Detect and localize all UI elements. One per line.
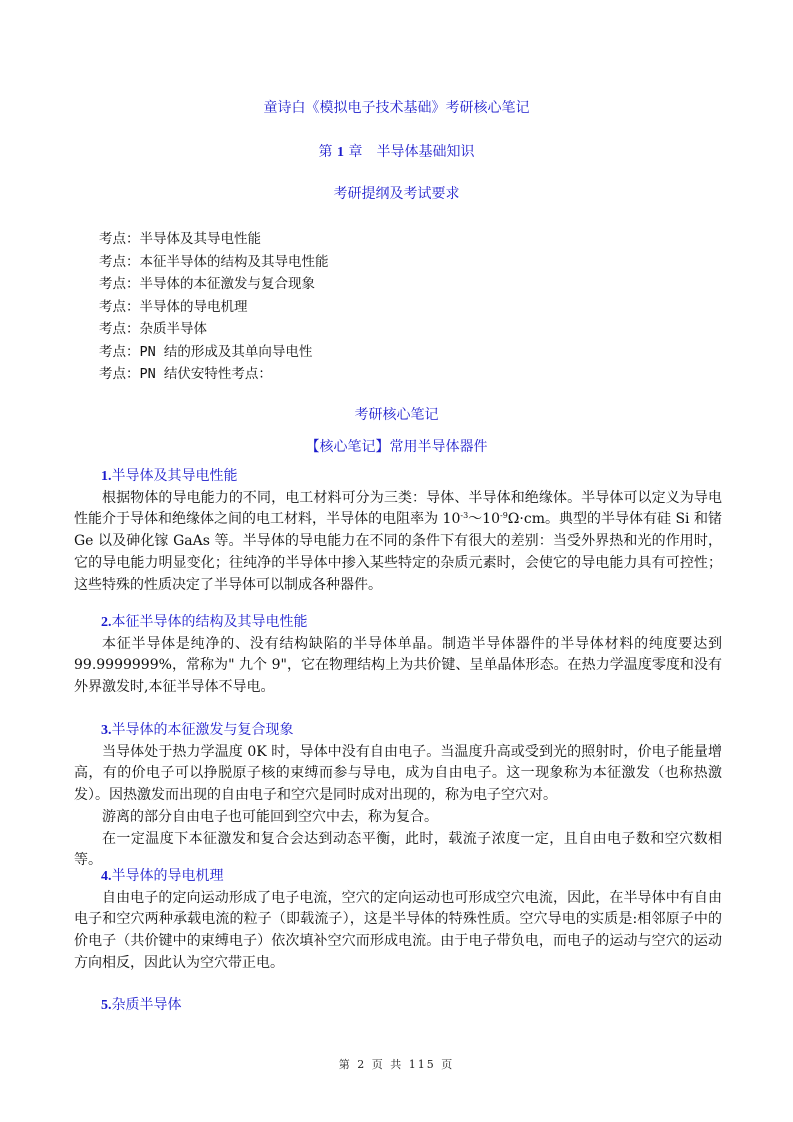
exam-point: 考点：半导体的本征激发与复合现象 (99, 276, 315, 292)
section-4 (74, 866, 722, 975)
section-number: 4. (101, 869, 112, 884)
section-paragraph: 本征半导体是纯净的、没有结构缺陷的半导体单晶。制造半导体器件的半导体材料的纯度要达到 99.9999999%，常称为" 九个 9"，它在物理结构上为共价键、呈单晶体形态。在热力学温度零度和没有外界激发时,本征半导体不导电。 (74, 635, 722, 696)
section-paragraph: 在一定温度下本征激发和复合会达到动态平衡，此时，载流子浓度一定，且自由电子数和空穴数相等。 (74, 830, 722, 869)
section-title: 杂质半导体 (111, 997, 182, 1013)
chapter-title: 章 半导体基础知识 (348, 144, 475, 160)
page-footer: 第 2 页 共 115 页 (338, 1058, 455, 1071)
paragraph-text: 根据物体的导电能力的不同，电工材料可分为三类：导体、半导体和绝缘体。半导体可以定义为导电性能介于导体和绝缘体之间的电工材料，半导体的电阻率为 10 (74, 489, 722, 528)
section-number: 2. (101, 615, 112, 630)
syllabus-heading: 考研提纲及考试要求 (333, 186, 460, 202)
exam-point: 考点：半导体及其导电性能 (99, 231, 261, 247)
section-heading (74, 612, 722, 634)
section-1 (74, 466, 722, 596)
section-heading (74, 995, 722, 1017)
section-number: 5. (101, 998, 112, 1013)
exponent: -9 (500, 511, 508, 521)
paragraph-text: Ω·cm。典型的半导体有硅 Si 和锗 Ge 以及砷化镓 GaAs 等。半导体的导电能力在不同的条件下有很大的差别：当受外界热和光的作用时，它的导电能力明显变化；往纯净的半导体中掺入某些特定的杂质元素时，会使它的导电能力具有可控性；这些特殊的性质决定了半导体可以制成各种器件。 (74, 511, 722, 593)
section-paragraph: 游离的部分自由电子也可能回到空穴中去，称为复合。 (102, 808, 438, 825)
section-paragraph: 当导体处于热力学温度 0K 时，导体中没有自由电子。当温度升高或受到光的照射时，价电子能量增高，有的价电子可以挣脱原子核的束缚而参与导电，成为自由电子。这一现象称为本征激发（也称热激发）。因热激发而出现的自由电子和空穴是同时成对出现的，称为电子空穴对。 (74, 743, 722, 804)
exponent: -3 (460, 511, 469, 521)
core-notes-heading: 考研核心笔记 (354, 407, 439, 423)
section-5 (74, 995, 722, 1017)
section-heading (74, 466, 722, 488)
section-title: 半导体的本征激发与复合现象 (111, 722, 294, 738)
section-heading (74, 720, 722, 742)
section-paragraph (74, 488, 722, 597)
core-notes-subheading: 【核心笔记】常用半导体器件 (305, 439, 488, 455)
section-paragraph: 自由电子的定向运动形成了电子电流，空穴的定向运动也可形成空穴电流，因此，在半导体中有自由电子和空穴两种承载电流的粒子（即载流子），这是半导体的特殊性质。空穴导电的实质是:相邻原子中的价电子（共价键中的束缚电子）依次填补空穴而形成电流。由于电子带负电，而电子的运动与空穴的运动方向相反，因此认为空穴带正电。 (74, 889, 722, 971)
chapter-number: 1 (337, 145, 344, 160)
exam-point: 考点：PN 结伏安特性考点： (99, 366, 272, 382)
chapter-prefix: 第 (318, 144, 333, 160)
exam-point: 考点：PN 结的形成及其单向导电性 (99, 343, 313, 360)
section-2 (74, 612, 722, 699)
section-number: 3. (101, 723, 112, 738)
exam-point: 考点：半导体的导电机理 (99, 298, 248, 315)
section-title: 半导体的导电机理 (111, 868, 224, 884)
exam-point: 考点：杂质半导体 (99, 321, 207, 337)
exam-point: 考点：本征半导体的结构及其导电性能 (99, 253, 329, 270)
section-title: 本征半导体的结构及其导电性能 (111, 614, 308, 630)
section-title: 半导体及其导电性能 (111, 468, 238, 484)
chapter-heading (0, 141, 793, 161)
section-number: 1. (101, 469, 112, 484)
paragraph-text: ～10 (468, 511, 500, 528)
document-title: 童诗白《模拟电子技术基础》考研核心笔记 (263, 100, 530, 116)
section-heading (74, 866, 722, 888)
exam-points-list (99, 228, 329, 386)
section-3 (74, 720, 722, 872)
